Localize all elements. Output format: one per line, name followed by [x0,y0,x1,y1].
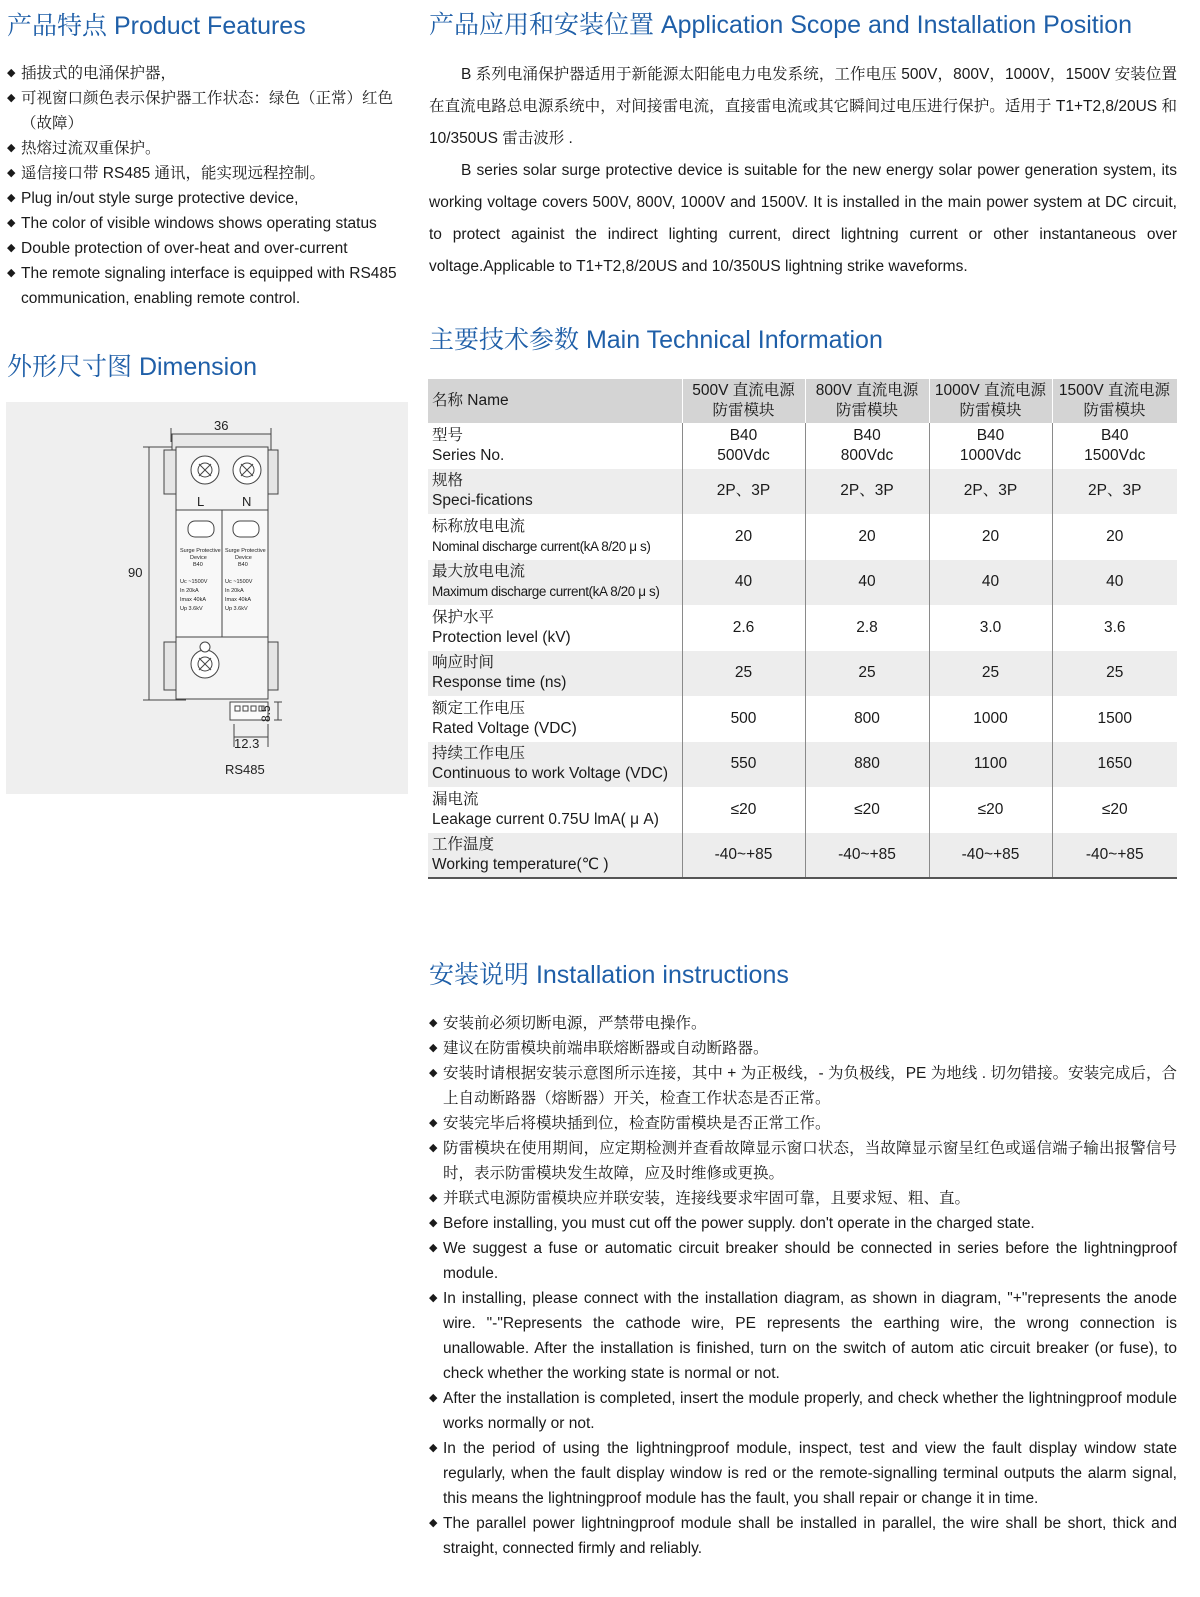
parameter-name-cell [428,469,682,515]
parameter-name-en: Leakage current 0.75U lmA( μ A) [432,810,659,828]
installation-item: ◆ The parallel power lightningproof module shall be installed in parallel, the wire shall be short, thick and straight, connected firmly and reliably. [429,1511,1177,1561]
table-cell: ≤20 [682,787,805,833]
table-cell: 880 [805,742,929,788]
parameter-name-cell [428,742,682,788]
table-cell: 2P、3P [929,469,1052,515]
table-cell: -40~+85 [682,833,805,879]
parameter-name-en: Continuous to work Voltage (VDC) [432,765,669,783]
installation-item: ◆ 安装完毕后将模块插到位，检查防雷模块是否正常工作。 [429,1111,1177,1136]
parameter-name-cn: 最大放电电流 [432,563,526,581]
table-cell: -40~+85 [1052,833,1177,879]
parameter-name-cn: 响应时间 [432,654,495,672]
feature-item: ◆ 遥信接口带 RS485 通讯，能实现远程控制。 [7,161,412,186]
parameter-name-cell [428,696,682,742]
installation-item: ◆ 安装前必须切断电源，严禁带电操作。 [429,1011,1177,1036]
parameter-name-en: Working temperature(℃ ) [432,855,609,873]
module-spec-line: Up 3.6kV [225,606,248,612]
table-cell: 20 [929,514,1052,560]
table-cell: B40 500Vdc [682,423,805,469]
table-row [428,469,1177,515]
table-cell: 20 [1052,514,1177,560]
parameter-name-en: Response time (ns) [432,674,567,692]
table-cell: 40 [929,560,1052,606]
table-row [428,560,1177,606]
parameter-name-cn: 漏电流 [432,790,479,808]
module-spec-line: Uc ~1500V [225,579,253,585]
column-header-line: 防雷模块 [959,402,1022,419]
table-row [428,833,1177,879]
application-scope-title: 产品应用和安装位置 Application Scope and Installation Position [429,11,1133,39]
module-text-line: Device [190,555,207,561]
module-text-line: B40 [238,562,248,568]
parameter-name-cn: 标称放电电流 [432,517,526,535]
module-text-line: B40 [193,562,203,568]
table-row [428,514,1177,560]
table-row [428,605,1177,651]
name-column-header: 名称 Name [428,379,682,423]
table-cell: 25 [805,651,929,697]
parameter-name-cell [428,833,682,879]
table-cell: 1500 [1052,696,1177,742]
parameter-name-cell [428,605,682,651]
parameter-name-cn: 型号 [432,426,464,444]
parameter-name-cell [428,560,682,606]
column-header-line: 800V 直流电源 [815,382,919,399]
table-cell: 3.6 [1052,605,1177,651]
installation-item: ◆ In installing, please connect with the installation diagram, as shown in diagram, "+"represents the anode wire. "-"Represents the cathode wire, PE represents the earthing wire, the wrong connection is unallowable. After the installation is finished, turn on the switch of autom atic circuit breaker (or fuse), to check whether the working state is normal or not. [429,1286,1177,1386]
column-header-800v [805,379,929,423]
parameter-name-en: Speci-fications [432,492,533,510]
parameter-name-cn: 持续工作电压 [432,745,526,763]
parameter-name-en: Rated Voltage (VDC) [432,719,577,737]
column-header-line: 500V 直流电源 [692,382,795,399]
table-row [428,423,1177,469]
dimension-title: 外形尺寸图 Dimension [7,353,258,381]
table-row [428,787,1177,833]
installation-item: ◆ We suggest a fuse or automatic circuit breaker should be connected in series before the lightningproof module. [429,1236,1177,1286]
feature-item: ◆ 热熔过流双重保护。 [7,136,412,161]
feature-item: ◆ Plug in/out style surge protective device, [7,186,412,211]
table-cell: ≤20 [929,787,1052,833]
module-text-line: Surge Protective [225,548,266,554]
parameter-name-cn: 规格 [432,472,464,490]
parameter-name-cell [428,787,682,833]
technical-info-title: 主要技术参数 Main Technical Information [429,326,883,354]
parameter-name-cell [428,423,682,469]
installation-title: 安装说明 Installation instructions [429,961,789,989]
table-cell: B40 1500Vdc [1052,423,1177,469]
module-spec-line: Up 3.6kV [180,606,203,612]
rs485-height-label: 8.5 [259,705,273,722]
installation-list [429,1011,1177,1561]
dim-height-label: 90 [128,565,143,580]
table-cell: -40~+85 [805,833,929,879]
column-header-line: 1500V 直流电源 [1058,382,1171,399]
feature-item: ◆ Double protection of over-heat and over-current [7,236,412,261]
parameter-name-cn: 保护水平 [432,608,495,626]
table-row [428,696,1177,742]
table-row [428,651,1177,697]
table-cell: 1000 [929,696,1052,742]
module-text-line: Surge Protective [180,548,221,554]
table-cell: ≤20 [1052,787,1177,833]
column-header-line: 防雷模块 [712,402,775,419]
feature-item: ◆ The remote signaling interface is equipped with RS485 communication, enabling remote control. [7,261,412,311]
table-cell: B40 800Vdc [805,423,929,469]
module-spec-line: In 20kA [225,588,244,594]
table-cell: 40 [1052,560,1177,606]
table-cell: 40 [682,560,805,606]
installation-item: ◆ After the installation is completed, insert the module properly, and check whether the lightningproof module works normally or not. [429,1386,1177,1436]
table-cell: B40 1000Vdc [929,423,1052,469]
table-cell: 25 [682,651,805,697]
module-spec-line: Imax 40kA [180,597,206,603]
rs485-label: RS485 [225,762,265,777]
product-features-list [7,61,412,311]
table-cell: 2.8 [805,605,929,651]
column-header-1500v [1052,379,1177,423]
table-cell: 40 [805,560,929,606]
table-cell: 500 [682,696,805,742]
module-spec-line: Imax 40kA [225,597,251,603]
table-cell: 800 [805,696,929,742]
table-cell: 1650 [1052,742,1177,788]
table-cell: 550 [682,742,805,788]
table-cell: 3.0 [929,605,1052,651]
table-cell: 25 [1052,651,1177,697]
scope-paragraph-en: B series solar surge protective device is suitable for the new energy solar power generation system, its working voltage covers 500V, 800V, 1000V and 1500V. It is installed in the main power system at DC circuit, to protect againist the indirect lighting current, direct lightning current or other instantaneous over voltage.Applicable to T1+T2,8/20US and 10/350US lightning strike waveforms. [429,162,1177,275]
terminal-l-label: L [197,494,205,509]
parameter-name-cell [428,514,682,560]
installation-item: ◆ 建议在防雷模块前端串联熔断器或自动断路器。 [429,1036,1177,1061]
installation-item: ◆ 并联式电源防雷模块应并联安装，连接线要求牢固可靠，且要求短、粗、直。 [429,1186,1177,1211]
column-header-line: 防雷模块 [1083,402,1146,419]
parameter-name-en: Protection level (kV) [432,628,571,646]
table-cell: 2P、3P [1052,469,1177,515]
installation-item: ◆ In the period of using the lightningproof module, inspect, test and view the fault display window state regularly, when the fault display window is red or the remote-signalling terminal outputs the alarm signal, this means the lightningproof module has the fault, you shall repair or change it in time. [429,1436,1177,1511]
product-features-title: 产品特点 Product Features [7,12,306,40]
column-header-500v [682,379,805,423]
table-cell: 2P、3P [805,469,929,515]
parameter-name-en: Nominal discharge current(kA 8/20 μ s) [432,538,651,554]
table-cell: 2.6 [682,605,805,651]
table-cell: 2P、3P [682,469,805,515]
module-spec-line: Uc ~1500V [180,579,208,585]
column-header-line: 防雷模块 [835,402,898,419]
feature-item: ◆ 可视窗口颜色表示保护器工作状态：绿色（正常）红色（故障） [7,86,412,136]
technical-spec-table [428,379,1178,879]
parameter-name-cn: 工作温度 [432,835,495,853]
table-cell: 20 [805,514,929,560]
terminal-n-label: N [242,494,252,509]
rs485-width-label: 12.3 [234,736,260,751]
table-header-row [428,379,1177,423]
application-scope-text [429,59,1177,283]
installation-item: ◆ 防雷模块在使用期间，应定期检测并查看故障显示窗口状态，当故障显示窗呈红色或遥信端子输出报警信号时，表示防雷模块发生故障，应及时维修或更换。 [429,1136,1177,1186]
installation-item: ◆ 安装时请根据安装示意图所示连接，其中 + 为正极线，- 为负极线，PE 为地线 . 切勿错接。安装完成后，合上自动断路器（熔断器）开关，检查工作状态是否正常。 [429,1061,1177,1111]
table-cell: 20 [682,514,805,560]
feature-item: ◆ 插拔式的电涌保护器， [7,61,412,86]
table-cell: ≤20 [805,787,929,833]
parameter-name-cn: 额定工作电压 [432,699,526,717]
table-cell: 25 [929,651,1052,697]
column-header-1000v [929,379,1052,423]
scope-paragraph-cn: B 系列电涌保护器适用于新能源太阳能电力电发系统，工作电压 500V，800V，1000V，1500V 安装位置在直流电路总电源系统中，对间接雷电流，直接雷电流或其它瞬间过电压进行保护。适用于 T1+T2,8/20US 和 10/350US 雷击波形 . [429,66,1177,147]
feature-item: ◆ The color of visible windows shows operating status [7,211,412,236]
installation-item: ◆ Before installing, you must cut off the power supply. don't operate in the charged state. [429,1211,1177,1236]
column-header-line: 1000V 直流电源 [934,382,1047,399]
table-cell: 1100 [929,742,1052,788]
dimension-drawing [6,402,408,794]
dimension-diagram [6,402,408,794]
module-spec-line: In 20kA [180,588,199,594]
table-row [428,742,1177,788]
table-cell: -40~+85 [929,833,1052,879]
parameter-name-cell [428,651,682,697]
module-text-line: Device [235,555,252,561]
dim-width-label: 36 [214,418,229,433]
parameter-name-en: Maximum discharge current(kA 8/20 μ s) [432,584,660,600]
parameter-name-en: Series No. [432,446,505,464]
